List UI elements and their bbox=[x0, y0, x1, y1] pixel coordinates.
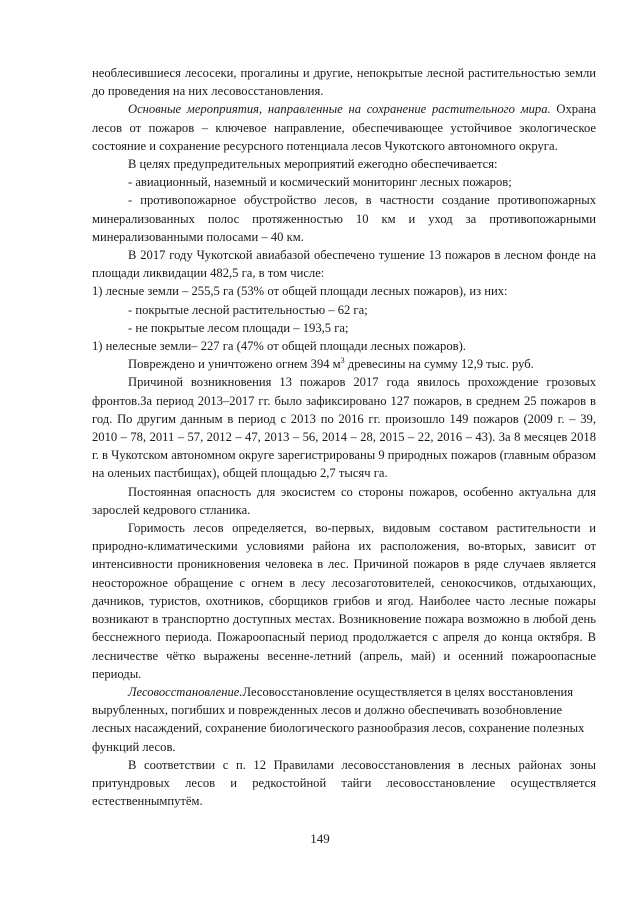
paragraph-2017-fires: В 2017 году Чукотской авиабазой обеспечено тушение 13 пожаров в лесном фонде на площади ликвидации 482,5 га, в том числе: bbox=[92, 248, 596, 281]
list-item-firebreaks: - противопожарное обустройство лесов, в частности создание противопожарных минерализованных полос протяженностью 10 км и уход за противопожарными минерализованными полосами – 40 км. bbox=[92, 193, 596, 244]
damage-text-after: древесины на сумму 12,9 тыс. руб. bbox=[344, 357, 534, 372]
italic-heading-reforestation: Лесовосстановление. bbox=[128, 684, 243, 699]
paragraph-reforestation bbox=[92, 683, 596, 756]
list-item-not-covered: - не покрытые лесом площади – 193,5 га; bbox=[128, 320, 349, 335]
paragraph-main-measures bbox=[92, 100, 596, 155]
paragraph-intro: необлесившиеся лесосеки, прогалины и другие, непокрытые лесной растительностью земли до проведения на них лесовосстановления. bbox=[92, 66, 596, 99]
paragraph-flammability: Горимость лесов определяется, во-первых, видовым составом растительности и природно-климатическими условиями района их расположения, во-вторых, зависит от интенсивности проникновения человека в лес. Причиной пожаров в ряде случаев является неосторожное обращение с огнем в лесу лесозаготовителей, сенокосчиков, отдыхающих, дачников, туристов, охотников, сборщиков грибов и ягод. Наиболее часто лесные пожары возникают в транспортно доступных местах. Возникновение пожара возможно в любой день бесснежного периода. Пожароопасный период продолжается с апреля до конца октября. В лесничестве чётко выражены весенне-летний (апрель, май) и осенний пожароопасные периоды. bbox=[92, 521, 596, 681]
paragraph-reforestation-text: Лесовосстановление осуществляется в целях восстановления вырубленных, погибших и поврежденных лесов и должно обеспечивать возобновление лесных насаждений, сохранение биологического разнообразия лесов, сохранение полезных функций лесов. bbox=[92, 684, 585, 754]
paragraph-constant-danger: Постоянная опасность для экосистем со стороны пожаров, особенно актуальна для зарослей кедрового стланика. bbox=[92, 484, 596, 517]
paragraph-causes-statistics: Причиной возникновения 13 пожаров 2017 года явилось прохождение грозовых фронтов.За период 2013–2017 гг. было зафиксировано 127 пожаров, в среднем 25 пожаров в год. По другим данным в период с 2013 по 2016 гг. произошло 149 пожаров (2009 г. – 39, 2010 – 78, 2011 – 57, 2012 – 47, 2013 – 56, 2014 – 28, 2015 – 22, 2016 – 43). За 8 месяцев 2018 г. в Чукотском автономном округе зарегистрированы 9 природных пожаров (главным образом на оленьих пастбищах), общей площадью 2,7 тысяч га. bbox=[92, 375, 596, 481]
damage-text-before: Повреждено и уничтожено огнем 394 м bbox=[128, 357, 341, 372]
page-number: 149 bbox=[310, 831, 330, 846]
list-item-non-forest-lands: 1) нелесные земли– 227 га (47% от общей площади лесных пожаров). bbox=[92, 339, 466, 354]
superscript-cubic: 3 bbox=[340, 356, 345, 366]
paragraph-damage bbox=[92, 355, 596, 373]
italic-heading-main-measures: Основные мероприятия, направленные на сохранение растительного мира. bbox=[128, 102, 551, 117]
list-item-covered: - покрытые лесной растительностью – 62 га; bbox=[128, 302, 368, 317]
list-item-monitoring: - авиационный, наземный и космический мониторинг лесных пожаров; bbox=[128, 175, 512, 190]
list-item-forest-lands: 1) лесные земли – 255,5 га (53% от общей площади лесных пожаров), из них: bbox=[92, 284, 508, 299]
paragraph-preventive: В целях предупредительных мероприятий ежегодно обеспечивается: bbox=[128, 157, 498, 172]
page-body bbox=[92, 64, 596, 810]
paragraph-main-measures-text: Охрана лесов от пожаров – ключевое направление, обеспечивающее устойчивое экологическое состояние и сохранение ресурсного потенциала лесов Чукотского автономного округа. bbox=[92, 102, 596, 153]
paragraph-rules: В соответствии с п. 12 Правилами лесовосстановления в лесных районах зоны притундровых лесов и редкостойной тайги лесовосстановление осуществляется естественнымпутём. bbox=[92, 757, 596, 809]
